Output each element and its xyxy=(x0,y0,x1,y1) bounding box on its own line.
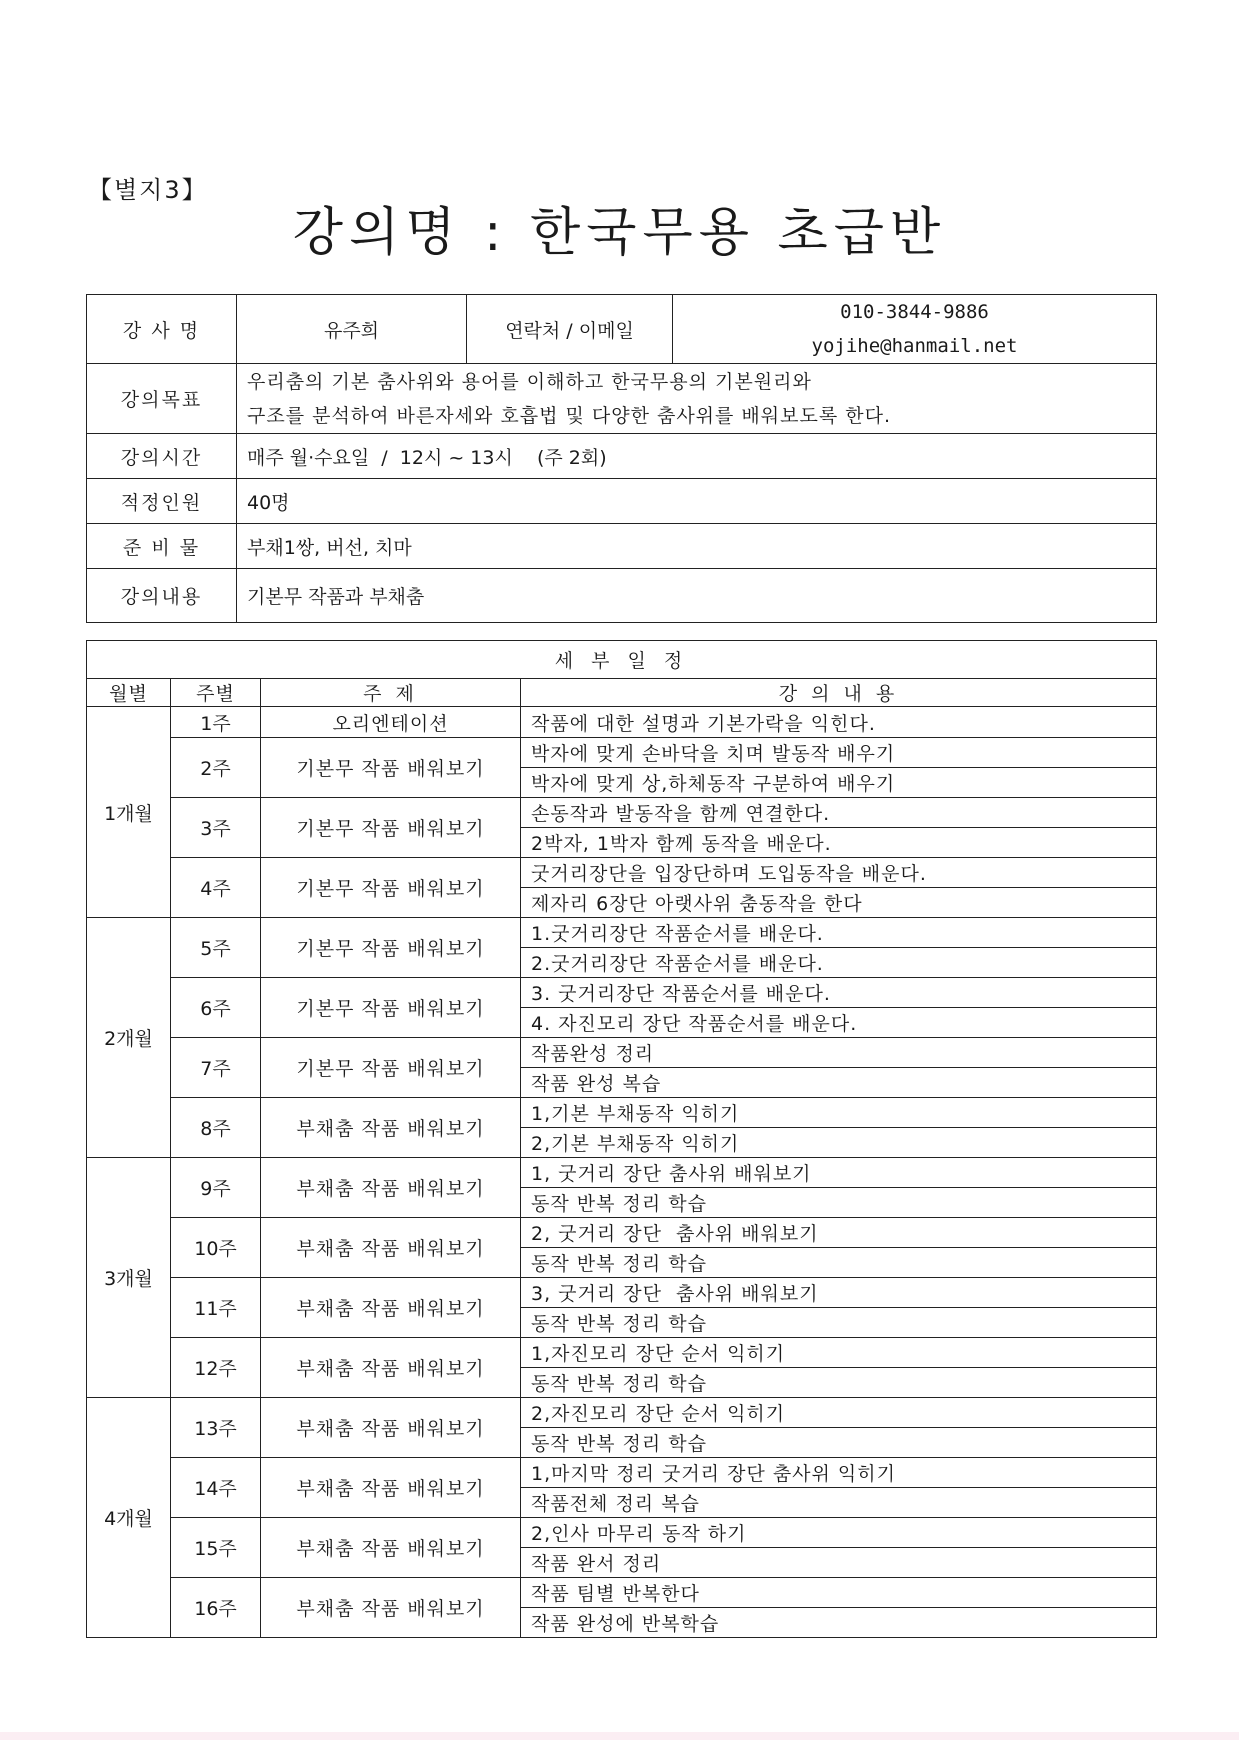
week-cell: 7주 xyxy=(171,1038,261,1098)
content-label: 강의내용 xyxy=(87,569,237,623)
topic-cell: 부채춤 작품 배워보기 xyxy=(261,1518,521,1578)
content-cell: 동작 반복 정리 학습 xyxy=(521,1308,1157,1338)
content-cell: 동작 반복 정리 학습 xyxy=(521,1428,1157,1458)
content-cell: 동작 반복 정리 학습 xyxy=(521,1248,1157,1278)
week-cell: 14주 xyxy=(171,1458,261,1518)
table-row xyxy=(87,1338,1157,1368)
topic-cell: 기본무 작품 배워보기 xyxy=(261,738,521,798)
content-cell: 3. 굿거리장단 작품순서를 배운다. xyxy=(521,978,1157,1008)
week-cell: 1주 xyxy=(171,707,261,738)
content-cell: 3, 굿거리 장단 춤사위 배워보기 xyxy=(521,1278,1157,1308)
time-value: 매주 월·수요일 / 12시 ~ 13시 (주 2회) xyxy=(237,434,1157,479)
content-cell: 박자에 맞게 상,하체동작 구분하여 배우기 xyxy=(521,768,1157,798)
topic-cell: 부채춤 작품 배워보기 xyxy=(261,1578,521,1638)
table-row xyxy=(87,1158,1157,1188)
content-cell: 작품완성 정리 xyxy=(521,1038,1157,1068)
content-cell: 작품 완성에 반복학습 xyxy=(521,1608,1157,1638)
table-row xyxy=(87,918,1157,948)
content-cell: 박자에 맞게 손바닥을 치며 발동작 배우기 xyxy=(521,738,1157,768)
content-cell: 2,인사 마무리 동작 하기 xyxy=(521,1518,1157,1548)
week-cell: 2주 xyxy=(171,738,261,798)
schedule-table xyxy=(86,640,1157,1638)
content-cell: 2,자진모리 장단 순서 익히기 xyxy=(521,1398,1157,1428)
table-row xyxy=(87,707,1157,738)
course-info-table xyxy=(86,294,1157,623)
month-cell: 1개월 xyxy=(87,707,171,918)
content-cell: 작품 완성 복습 xyxy=(521,1068,1157,1098)
content-cell: 손동작과 발동작을 함께 연결한다. xyxy=(521,798,1157,828)
goal-line-2: 구조를 분석하여 바른자세와 호흡법 및 다양한 춤사위를 배워보도록 한다. xyxy=(247,404,891,427)
content-cell: 2.굿거리장단 작품순서를 배운다. xyxy=(521,948,1157,978)
week-cell: 11주 xyxy=(171,1278,261,1338)
topic-cell: 부채춤 작품 배워보기 xyxy=(261,1218,521,1278)
topic-cell: 부채춤 작품 배워보기 xyxy=(261,1278,521,1338)
table-row xyxy=(87,1518,1157,1548)
col-week-header: 주별 xyxy=(171,679,261,707)
topic-cell: 기본무 작품 배워보기 xyxy=(261,978,521,1038)
capacity-label: 적정인원 xyxy=(87,479,237,524)
email-address: yojihe@hanmail.net xyxy=(811,335,1018,357)
col-topic-header: 주 제 xyxy=(261,679,521,707)
month-cell: 4개월 xyxy=(87,1398,171,1638)
week-cell: 9주 xyxy=(171,1158,261,1218)
table-row xyxy=(87,738,1157,768)
content-cell: 2박자, 1박자 함께 동작을 배운다. xyxy=(521,828,1157,858)
content-cell: 작품 팀별 반복한다 xyxy=(521,1578,1157,1608)
content-value: 기본무 작품과 부채춤 xyxy=(237,569,1157,623)
topic-cell: 부채춤 작품 배워보기 xyxy=(261,1338,521,1398)
table-row xyxy=(87,1458,1157,1488)
content-cell: 작품 완서 정리 xyxy=(521,1548,1157,1578)
topic-cell: 기본무 작품 배워보기 xyxy=(261,858,521,918)
content-cell: 제자리 6장단 아랫사위 춤동작을 한다 xyxy=(521,888,1157,918)
content-cell: 1,마지막 정리 굿거리 장단 춤사위 익히기 xyxy=(521,1458,1157,1488)
goal-label: 강의목표 xyxy=(87,364,237,434)
phone-number: 010-3844-9886 xyxy=(840,301,989,323)
materials-label: 준 비 물 xyxy=(87,524,237,569)
table-row xyxy=(87,1038,1157,1068)
capacity-value: 40명 xyxy=(237,479,1157,524)
instructor-label: 강 사 명 xyxy=(87,295,237,364)
week-cell: 5주 xyxy=(171,918,261,978)
week-cell: 3주 xyxy=(171,798,261,858)
topic-cell: 부채춤 작품 배워보기 xyxy=(261,1458,521,1518)
week-cell: 6주 xyxy=(171,978,261,1038)
schedule-header: 세 부 일 정 xyxy=(87,641,1157,679)
instructor-name: 유주희 xyxy=(237,295,467,364)
col-content-header: 강 의 내 용 xyxy=(521,679,1157,707)
week-cell: 13주 xyxy=(171,1398,261,1458)
topic-cell: 부채춤 작품 배워보기 xyxy=(261,1398,521,1458)
table-row xyxy=(87,1098,1157,1128)
page-title: 강의명 : 한국무용 초급반 xyxy=(292,203,947,263)
month-cell: 3개월 xyxy=(87,1158,171,1398)
col-month-header: 월별 xyxy=(87,679,171,707)
content-cell: 4. 자진모리 장단 작품순서를 배운다. xyxy=(521,1008,1157,1038)
week-cell: 4주 xyxy=(171,858,261,918)
week-cell: 12주 xyxy=(171,1338,261,1398)
week-cell: 15주 xyxy=(171,1518,261,1578)
topic-cell: 기본무 작품 배워보기 xyxy=(261,918,521,978)
topic-cell: 부채춤 작품 배워보기 xyxy=(261,1098,521,1158)
table-row xyxy=(87,798,1157,828)
scan-edge xyxy=(0,1732,1239,1740)
table-row xyxy=(87,858,1157,888)
content-cell: 작품전체 정리 복습 xyxy=(521,1488,1157,1518)
topic-cell: 부채춤 작품 배워보기 xyxy=(261,1158,521,1218)
content-cell: 굿거리장단을 입장단하며 도입동작을 배운다. xyxy=(521,858,1157,888)
content-cell: 2,기본 부채동작 익히기 xyxy=(521,1128,1157,1158)
table-row xyxy=(87,1218,1157,1248)
contact-value xyxy=(673,295,1157,364)
annex-label: 【별지3】 xyxy=(88,176,208,204)
content-cell: 1,기본 부채동작 익히기 xyxy=(521,1098,1157,1128)
topic-cell: 오리엔테이션 xyxy=(261,707,521,738)
table-row xyxy=(87,1398,1157,1428)
table-row xyxy=(87,1578,1157,1608)
content-cell: 1.굿거리장단 작품순서를 배운다. xyxy=(521,918,1157,948)
contact-label: 연락처 / 이메일 xyxy=(467,295,673,364)
month-cell: 2개월 xyxy=(87,918,171,1158)
content-cell: 작품에 대한 설명과 기본가락을 익힌다. xyxy=(521,707,1157,738)
week-cell: 10주 xyxy=(171,1218,261,1278)
table-row xyxy=(87,978,1157,1008)
time-label: 강의시간 xyxy=(87,434,237,479)
content-cell: 동작 반복 정리 학습 xyxy=(521,1368,1157,1398)
content-cell: 1,자진모리 장단 순서 익히기 xyxy=(521,1338,1157,1368)
goal-value xyxy=(237,364,1157,434)
content-cell: 2, 굿거리 장단 춤사위 배워보기 xyxy=(521,1218,1157,1248)
topic-cell: 기본무 작품 배워보기 xyxy=(261,798,521,858)
table-row xyxy=(87,1278,1157,1308)
week-cell: 8주 xyxy=(171,1098,261,1158)
topic-cell: 기본무 작품 배워보기 xyxy=(261,1038,521,1098)
goal-line-1: 우리춤의 기본 춤사위와 용어를 이해하고 한국무용의 기본원리와 xyxy=(247,370,812,393)
content-cell: 동작 반복 정리 학습 xyxy=(521,1188,1157,1218)
content-cell: 1, 굿거리 장단 춤사위 배워보기 xyxy=(521,1158,1157,1188)
week-cell: 16주 xyxy=(171,1578,261,1638)
materials-value: 부채1쌍, 버선, 치마 xyxy=(237,524,1157,569)
